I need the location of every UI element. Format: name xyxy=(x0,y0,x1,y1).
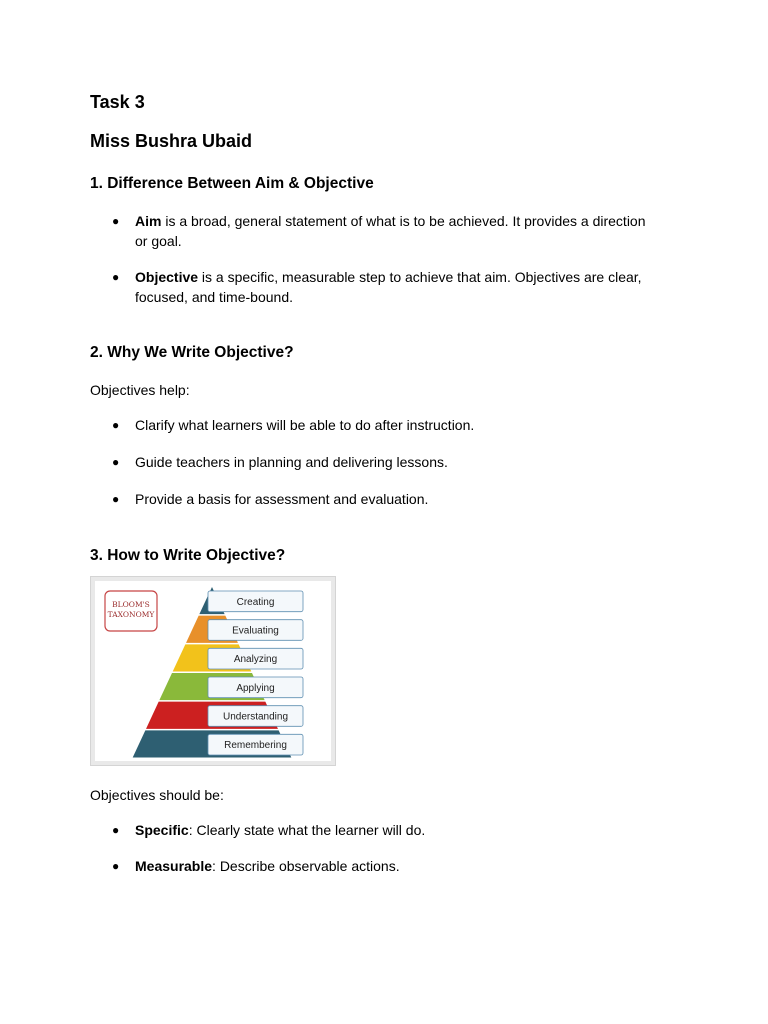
blooms-taxonomy-figure xyxy=(90,576,336,766)
bullet-dot: ● xyxy=(112,214,120,228)
list-item xyxy=(112,452,652,472)
pyramid-label-applying: Applying xyxy=(236,682,275,694)
objective-definition: is a specific, measurable step to achieve that aim. Objectives are clear, focused, and time-bound. xyxy=(135,269,642,305)
bullet-dot: ● xyxy=(112,859,120,873)
pyramid-label-remembering: Remembering xyxy=(224,740,287,752)
blooms-logo-line2: TAXONOMY xyxy=(107,610,155,619)
author-name: Miss Bushra Ubaid xyxy=(90,131,253,151)
blooms-pyramid xyxy=(91,577,335,765)
bullet-aim xyxy=(112,211,652,251)
pyramid-label-understanding: Understanding xyxy=(222,711,289,723)
list-item-text: Guide teachers in planning and delivering lessons. xyxy=(135,454,448,470)
bullet-dot: ● xyxy=(112,492,120,506)
bullet-objective xyxy=(112,267,652,307)
term-measurable: Measurable xyxy=(135,858,213,874)
pyramid-label-evaluating: Evaluating xyxy=(232,625,279,637)
pyramid-label-analyzing: Analyzing xyxy=(233,654,278,666)
term-objective: Objective xyxy=(135,269,199,285)
list-item-text: Clarify what learners will be able to do after instruction. xyxy=(135,417,475,433)
bullet-dot: ● xyxy=(112,823,120,837)
bullet-specific xyxy=(112,820,652,840)
section-2-heading: 2. Why We Write Objective? xyxy=(90,344,294,361)
bullet-dot: ● xyxy=(112,418,120,432)
section-3-heading: 3. How to Write Objective? xyxy=(90,547,286,564)
bullet-dot: ● xyxy=(112,270,120,284)
term-specific: Specific xyxy=(135,822,189,838)
bullet-measurable xyxy=(112,856,652,876)
pyramid-label-creating: Creating xyxy=(236,596,275,608)
section-2-intro: Objectives help: xyxy=(90,382,190,398)
list-item-text: Provide a basis for assessment and evaluation. xyxy=(135,491,429,507)
bullet-dot: ● xyxy=(112,455,120,469)
measurable-definition: : Describe observable actions. xyxy=(212,858,400,874)
section-3-intro: Objectives should be: xyxy=(90,787,224,803)
term-aim: Aim xyxy=(135,213,162,229)
aim-definition: is a broad, general statement of what is to be achieved. It provides a direction or goal. xyxy=(135,213,646,249)
section-1-heading: 1. Difference Between Aim & Objective xyxy=(90,175,374,192)
task-title: Task 3 xyxy=(90,92,145,112)
specific-definition: : Clearly state what the learner will do. xyxy=(188,822,426,838)
list-item xyxy=(112,415,652,435)
blooms-logo-line1: BLOOM'S xyxy=(112,600,150,609)
list-item xyxy=(112,489,652,509)
